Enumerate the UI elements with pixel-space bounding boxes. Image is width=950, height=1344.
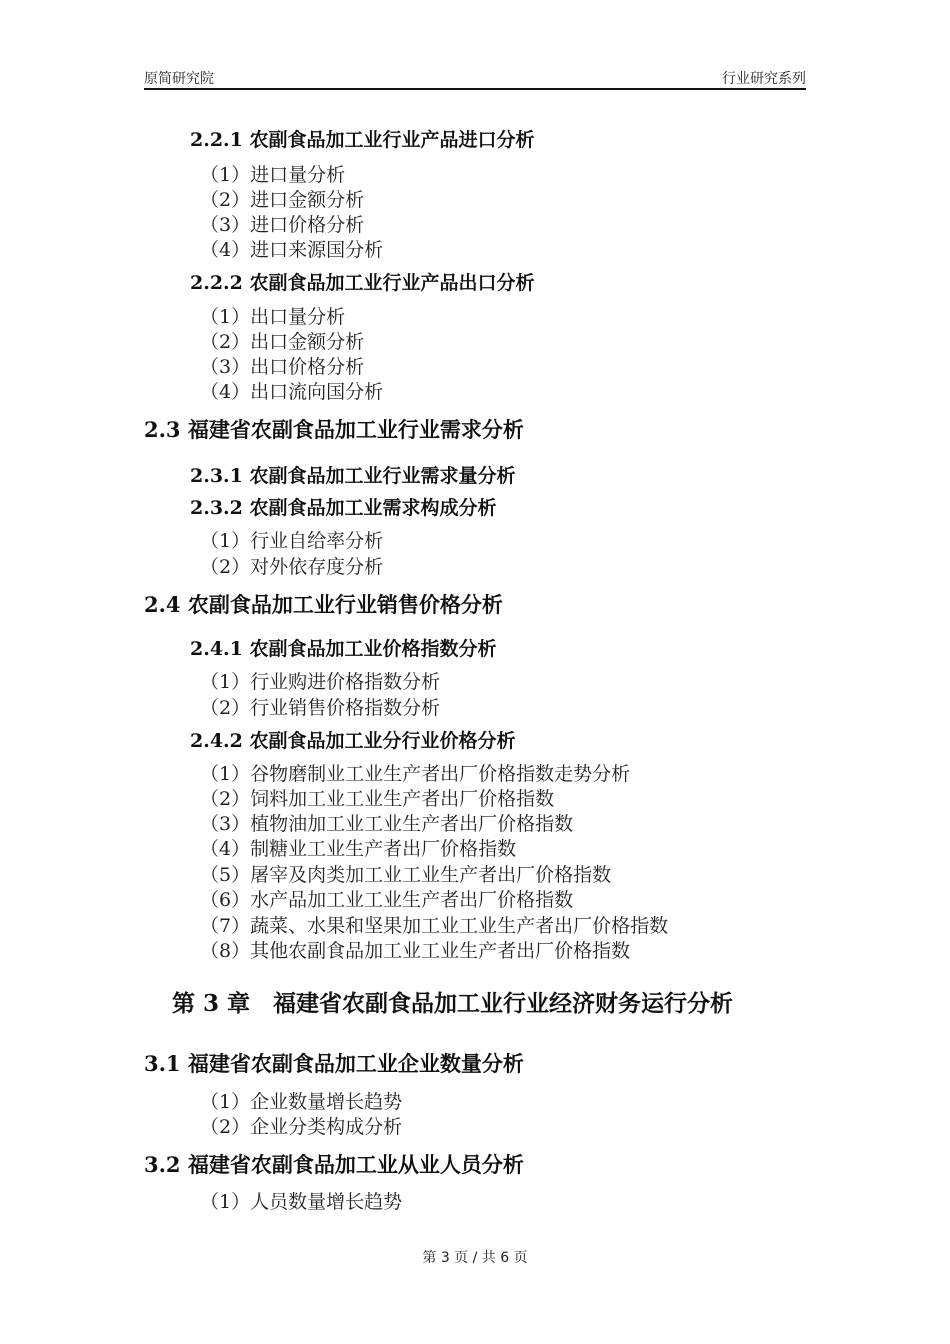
- toc-item: （7）蔬菜、水果和坚果加工业工业生产者出厂价格指数: [200, 915, 669, 937]
- section-heading: 2.2.2 农副食品加工业行业产品出口分析: [190, 272, 535, 294]
- toc-item: （4）制糖业工业生产者出厂价格指数: [200, 838, 517, 860]
- toc-item: （2）企业分类构成分析: [200, 1116, 403, 1138]
- toc-item: （3）进口价格分析: [200, 214, 365, 236]
- toc-item: （2）对外依存度分析: [200, 556, 384, 578]
- section-heading: 2.3.2 农副食品加工业需求构成分析: [190, 497, 497, 519]
- toc-item: （2）进口金额分析: [200, 189, 365, 211]
- toc-item: （5）屠宰及肉类加工业工业生产者出厂价格指数: [200, 864, 612, 886]
- toc-item: （3）出口价格分析: [200, 356, 365, 378]
- chapter-heading: 第 3 章 福建省农副食品加工业行业经济财务运行分析: [172, 990, 734, 1017]
- toc-item: （1）谷物磨制业工业生产者出厂价格指数走势分析: [200, 763, 631, 785]
- header-series: 行业研究系列: [722, 71, 806, 87]
- page-header: [144, 68, 806, 90]
- section-heading: 2.3.1 农副食品加工业行业需求量分析: [190, 465, 516, 487]
- page-number: 第 3 页 / 共 6 页: [422, 1250, 528, 1266]
- toc-item: （2）饲料加工业工业生产者出厂价格指数: [200, 788, 555, 810]
- toc-item: （1）出口量分析: [200, 306, 346, 328]
- toc-item: （1）行业自给率分析: [200, 530, 384, 552]
- toc-item: （3）植物油加工业工业生产者出厂价格指数: [200, 813, 574, 835]
- toc-item: （2）出口金额分析: [200, 331, 365, 353]
- toc-item: （4）出口流向国分析: [200, 381, 384, 403]
- toc-item: （6）水产品加工业工业生产者出厂价格指数: [200, 889, 574, 911]
- toc-item: （4）进口来源国分析: [200, 239, 384, 261]
- toc-item: （1）企业数量增长趋势: [200, 1091, 403, 1113]
- section-heading: 3.1 福建省农副食品加工业企业数量分析: [144, 1051, 524, 1076]
- toc-item: （1）进口量分析: [200, 164, 346, 186]
- section-heading: 2.4 农副食品加工业行业销售价格分析: [144, 592, 503, 617]
- section-heading: 2.2.1 农副食品加工业行业产品进口分析: [190, 129, 535, 151]
- header-organization: 原简研究院: [144, 71, 214, 87]
- section-heading: 2.4.2 农副食品加工业分行业价格分析: [190, 730, 516, 752]
- toc-item: （2）行业销售价格指数分析: [200, 697, 441, 719]
- toc-item: （1）行业购进价格指数分析: [200, 671, 441, 693]
- section-heading: 3.2 福建省农副食品加工业从业人员分析: [144, 1152, 524, 1177]
- section-heading: 2.4.1 农副食品加工业价格指数分析: [190, 638, 497, 660]
- toc-item: （8）其他农副食品加工业工业生产者出厂价格指数: [200, 940, 631, 962]
- toc-item: （1）人员数量增长趋势: [200, 1191, 403, 1213]
- section-heading: 2.3 福建省农副食品加工业行业需求分析: [144, 417, 524, 442]
